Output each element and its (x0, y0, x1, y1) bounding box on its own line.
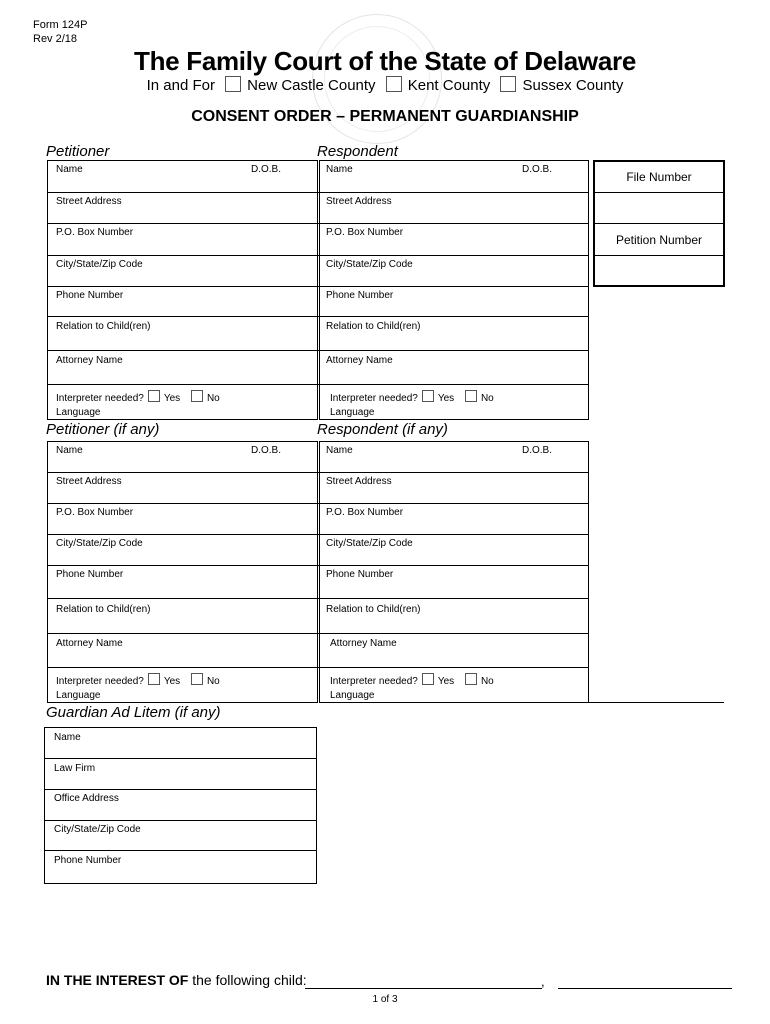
petitioner-city-label[interactable]: City/State/Zip Code (56, 259, 143, 270)
petitioner2-dob-label[interactable]: D.O.B. (251, 445, 282, 456)
file-number-label: File Number (626, 170, 692, 184)
row-divider (47, 286, 589, 287)
interpreter-label: Interpreter needed? (330, 676, 418, 687)
interpreter-yes-checkbox[interactable] (422, 390, 434, 402)
petitioner-if-any-heading: Petitioner (if any) (46, 421, 160, 438)
respondent-attorney-label[interactable]: Attorney Name (326, 355, 393, 366)
form-revision: Rev 2/18 (33, 33, 78, 45)
page-number: 1 of 3 (372, 994, 398, 1005)
row-divider (47, 598, 589, 599)
petitioner2-name-label[interactable]: Name (56, 445, 83, 456)
document-title: CONSENT ORDER – PERMANENT GUARDIANSHIP (191, 108, 579, 125)
respondent-interpreter (330, 390, 494, 404)
interpreter-yes-checkbox[interactable] (148, 390, 160, 402)
respondent2-language-label[interactable]: Language (330, 690, 375, 701)
row-divider (593, 192, 725, 193)
row-divider (47, 534, 589, 535)
respondent2-name-label[interactable]: Name (326, 445, 353, 456)
respondent-name-label[interactable]: Name (326, 164, 353, 175)
respondent-city-label[interactable]: City/State/Zip Code (326, 259, 413, 270)
respondent-relation-label[interactable]: Relation to Child(ren) (326, 321, 421, 332)
row-divider (47, 255, 589, 256)
petitioner2-relation-label[interactable]: Relation to Child(ren) (56, 604, 151, 615)
row-divider (44, 850, 317, 851)
yes-label: Yes (163, 676, 181, 687)
respondent-heading: Respondent (317, 143, 398, 160)
interest-of-line (46, 972, 307, 988)
gal-name-label[interactable]: Name (54, 732, 81, 743)
county-kent: Kent County (407, 77, 491, 94)
row-divider (593, 223, 725, 224)
no-label: No (480, 393, 494, 404)
petitioner-phone-label[interactable]: Phone Number (56, 290, 124, 301)
interpreter-label: Interpreter needed? (56, 393, 144, 404)
interpreter-no-checkbox[interactable] (465, 673, 477, 685)
petitioner2-phone-label[interactable]: Phone Number (56, 569, 124, 580)
interpreter-yes-checkbox[interactable] (422, 673, 434, 685)
petitioner-attorney-label[interactable]: Attorney Name (56, 355, 123, 366)
interpreter-label: Interpreter needed? (330, 393, 418, 404)
checkbox-kent[interactable] (386, 76, 402, 92)
interpreter-no-checkbox[interactable] (465, 390, 477, 402)
petitioner-street-label[interactable]: Street Address (56, 196, 122, 207)
petitioner2-attorney-label[interactable]: Attorney Name (56, 638, 123, 649)
yes-label: Yes (437, 676, 455, 687)
petitioner-pobox-label[interactable]: P.O. Box Number (56, 227, 134, 238)
gal-city-label[interactable]: City/State/Zip Code (54, 824, 141, 835)
row-divider (47, 223, 589, 224)
form-id (33, 18, 87, 46)
no-label: No (206, 676, 220, 687)
interpreter-no-checkbox[interactable] (191, 390, 203, 402)
gal-law-firm-label[interactable]: Law Firm (54, 763, 96, 774)
row-divider (44, 820, 317, 821)
respondent2-relation-label[interactable]: Relation to Child(ren) (326, 604, 421, 615)
respondent-phone-label[interactable]: Phone Number (326, 290, 394, 301)
gal-heading: Guardian Ad Litem (if any) (46, 704, 221, 721)
respondent2-phone-label[interactable]: Phone Number (326, 569, 394, 580)
petitioner2-pobox-label[interactable]: P.O. Box Number (56, 507, 134, 518)
checkbox-sussex[interactable] (500, 76, 516, 92)
interpreter-yes-checkbox[interactable] (148, 673, 160, 685)
respondent-language-label[interactable]: Language (330, 407, 375, 418)
row-divider (44, 789, 317, 790)
petition-number-input[interactable] (594, 257, 724, 285)
court-name: The Family Court of the State of Delaware (133, 46, 636, 76)
row-divider (47, 472, 589, 473)
yes-label: Yes (437, 393, 455, 404)
county-sussex: Sussex County (522, 77, 624, 94)
petitioner-dob-label[interactable]: D.O.B. (251, 164, 282, 175)
petitioner2-city-label[interactable]: City/State/Zip Code (56, 538, 143, 549)
interpreter-no-checkbox[interactable] (191, 673, 203, 685)
interpreter-label: Interpreter needed? (56, 676, 144, 687)
row-divider (589, 702, 724, 703)
respondent2-attorney-label[interactable]: Attorney Name (330, 638, 397, 649)
in-and-for-label: In and For (146, 77, 215, 94)
row-divider (47, 192, 589, 193)
row-divider (47, 384, 589, 385)
row-divider (47, 316, 589, 317)
respondent2-street-label[interactable]: Street Address (326, 476, 392, 487)
row-divider (47, 350, 589, 351)
petition-number-label: Petition Number (615, 233, 703, 247)
row-divider (593, 255, 725, 256)
respondent-dob-label[interactable]: D.O.B. (522, 164, 553, 175)
child-dob-line[interactable] (558, 988, 732, 989)
petitioner2-interpreter (56, 673, 220, 687)
petitioner-name-label[interactable]: Name (56, 164, 83, 175)
row-divider (47, 565, 589, 566)
respondent-pobox-label[interactable]: P.O. Box Number (326, 227, 404, 238)
interest-of-bold: IN THE INTEREST OF (46, 972, 189, 988)
child-name-line[interactable] (305, 988, 542, 989)
checkbox-new-castle[interactable] (225, 76, 241, 92)
respondent-if-any-heading: Respondent (if any) (317, 421, 448, 438)
petitioner-language-label[interactable]: Language (56, 407, 101, 418)
row-divider (47, 667, 589, 668)
petitioner-heading: Petitioner (46, 143, 110, 160)
file-number-input[interactable] (594, 194, 724, 222)
comma: , (541, 974, 545, 989)
respondent-street-label[interactable]: Street Address (326, 196, 392, 207)
interest-of-text: the following child: (192, 972, 307, 988)
yes-label: Yes (163, 393, 181, 404)
row-divider (47, 633, 589, 634)
row-divider (47, 503, 589, 504)
form-number: Form 124P (33, 19, 88, 31)
respondent2-city-label[interactable]: City/State/Zip Code (326, 538, 413, 549)
petitioner2-language-label[interactable]: Language (56, 690, 101, 701)
row-divider (44, 758, 317, 759)
county-new-castle: New Castle County (247, 77, 376, 94)
county-selection (0, 76, 770, 94)
respondent2-interpreter (330, 673, 494, 687)
gal-phone-label[interactable]: Phone Number (54, 855, 122, 866)
petitioner-interpreter (56, 390, 220, 404)
petitioner2-street-label[interactable]: Street Address (56, 476, 122, 487)
respondent2-pobox-label[interactable]: P.O. Box Number (326, 507, 404, 518)
no-label: No (480, 676, 494, 687)
no-label: No (206, 393, 220, 404)
gal-office-address-label[interactable]: Office Address (54, 793, 119, 804)
respondent2-dob-label[interactable]: D.O.B. (522, 445, 553, 456)
petitioner-relation-label[interactable]: Relation to Child(ren) (56, 321, 151, 332)
